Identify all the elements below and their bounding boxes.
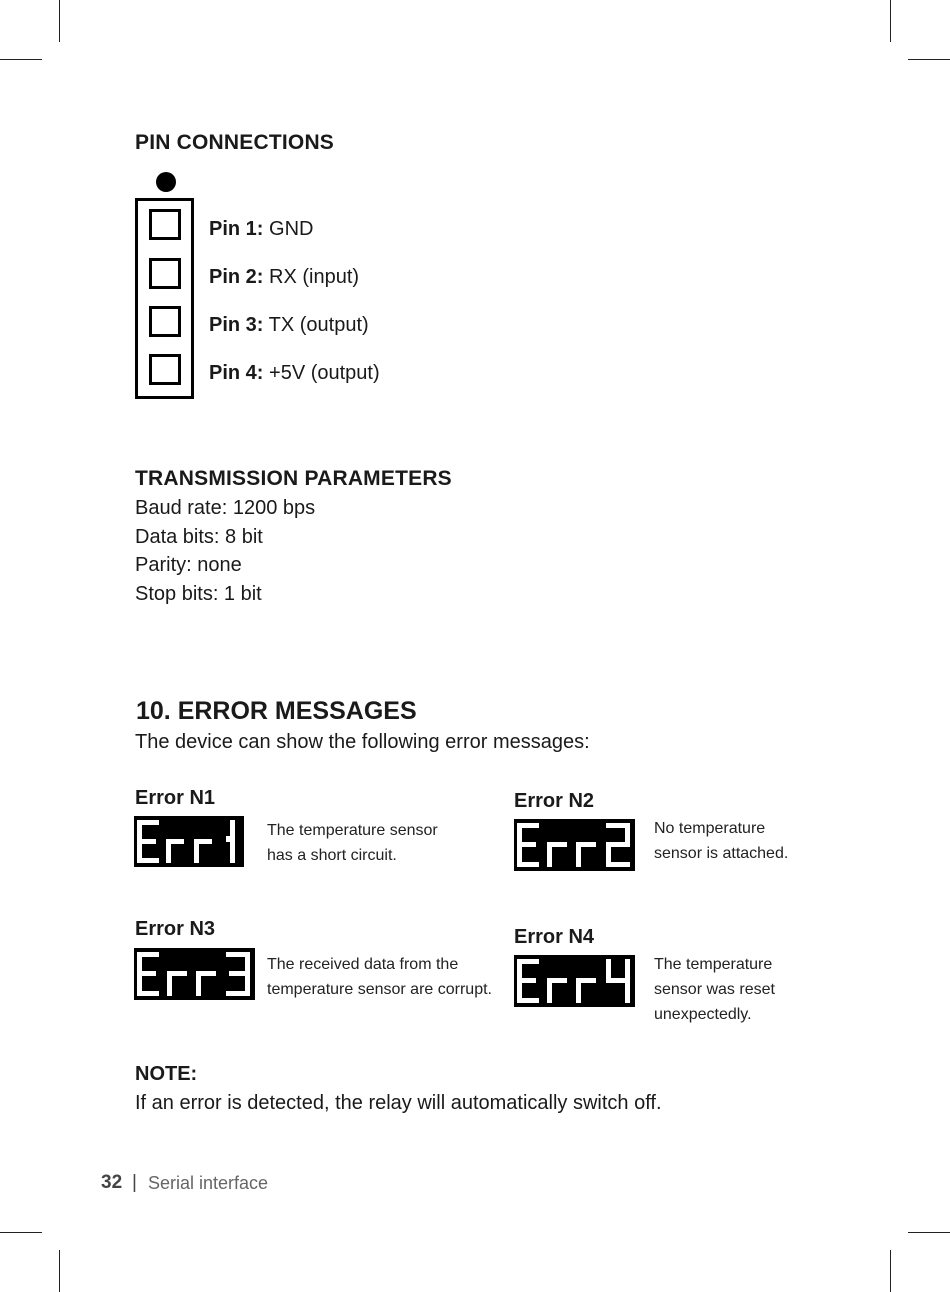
crop-mark xyxy=(0,1232,42,1233)
param-line: Baud rate: 1200 bps xyxy=(135,497,316,519)
pin-row xyxy=(209,362,380,385)
pin-label: Pin 4: xyxy=(209,362,264,384)
error-description-line: The temperature xyxy=(654,956,773,973)
display-glyph-1 xyxy=(226,820,235,863)
connector-diagram xyxy=(133,170,197,402)
error-description-line: The temperature sensor xyxy=(267,822,438,839)
display-glyph-r xyxy=(167,971,187,996)
display-glyph-2 xyxy=(606,823,630,867)
pin-label: Pin 2: xyxy=(209,266,264,288)
error-description-line: sensor was reset xyxy=(654,981,775,998)
seven-segment-display xyxy=(134,816,244,867)
pin-3-socket xyxy=(151,308,180,336)
page-number: 32 xyxy=(101,1172,123,1193)
error-title: Error N4 xyxy=(514,926,595,948)
pin1-marker-dot xyxy=(156,172,176,192)
param-line: Parity: none xyxy=(135,554,242,576)
pin-row xyxy=(209,266,359,289)
display-glyph-r xyxy=(547,842,567,867)
error-title: Error N3 xyxy=(135,918,216,940)
pin-connections-title: PIN CONNECTIONS xyxy=(135,131,335,154)
pin-value: TX (output) xyxy=(268,314,369,336)
footer-separator: | xyxy=(132,1172,137,1193)
error-description-line: The received data from the xyxy=(267,956,459,973)
pin-4-socket xyxy=(151,356,180,384)
crop-mark xyxy=(0,59,42,60)
error-description xyxy=(267,952,492,1002)
connector-housing xyxy=(137,200,193,398)
transmission-title: TRANSMISSION PARAMETERS xyxy=(135,467,452,490)
error-description-line: unexpectedly. xyxy=(654,1006,752,1023)
crop-mark xyxy=(59,0,60,42)
seven-segment-display xyxy=(134,948,255,1000)
display-glyph-r xyxy=(194,839,212,863)
display-glyph-3 xyxy=(226,952,250,996)
pin-row xyxy=(209,218,313,241)
error-title: Error N1 xyxy=(135,787,216,809)
pin-value: +5V (output) xyxy=(269,362,380,384)
pin-row xyxy=(209,314,369,337)
crop-mark xyxy=(890,0,891,42)
error-messages-heading: 10. ERROR MESSAGES xyxy=(136,697,417,725)
pin-value: RX (input) xyxy=(269,266,360,288)
crop-mark xyxy=(908,1232,950,1233)
display-glyph-E xyxy=(137,952,159,996)
seven-segment-display xyxy=(514,955,635,1007)
display-glyph-E xyxy=(137,820,159,863)
crop-mark xyxy=(908,59,950,60)
display-glyph-E xyxy=(517,823,539,867)
error-description xyxy=(654,952,775,1027)
crop-mark xyxy=(890,1250,891,1292)
error-messages-intro: The device can show the following error messages: xyxy=(135,731,590,753)
note-text: If an error is detected, the relay will automatically switch off. xyxy=(135,1092,662,1114)
display-glyph-r xyxy=(166,839,184,863)
param-line: Data bits: 8 bit xyxy=(135,526,263,548)
error-description-line: sensor is attached. xyxy=(654,845,789,862)
display-glyph-r xyxy=(576,842,596,867)
pin-label: Pin 1: xyxy=(209,218,264,240)
pin-label: Pin 3: xyxy=(209,314,264,336)
display-glyph-4 xyxy=(606,959,630,1003)
error-description xyxy=(267,818,438,868)
pin-2-socket xyxy=(151,260,180,288)
param-line: Stop bits: 1 bit xyxy=(135,583,262,605)
pin-1-socket xyxy=(151,211,180,239)
display-glyph-r xyxy=(196,971,216,996)
crop-mark xyxy=(59,1250,60,1292)
note-title: NOTE: xyxy=(135,1063,198,1085)
display-glyph-r xyxy=(576,978,596,1003)
error-title: Error N2 xyxy=(514,790,595,812)
footer-section-label: Serial interface xyxy=(148,1173,269,1193)
display-glyph-E xyxy=(517,959,539,1003)
pin-value: GND xyxy=(269,218,314,240)
display-glyph-r xyxy=(547,978,567,1003)
error-description-line: temperature sensor are corrupt. xyxy=(267,981,492,998)
error-description-line: has a short circuit. xyxy=(267,847,397,864)
error-description-line: No temperature xyxy=(654,820,766,837)
error-description xyxy=(654,816,788,866)
seven-segment-display xyxy=(514,819,635,871)
